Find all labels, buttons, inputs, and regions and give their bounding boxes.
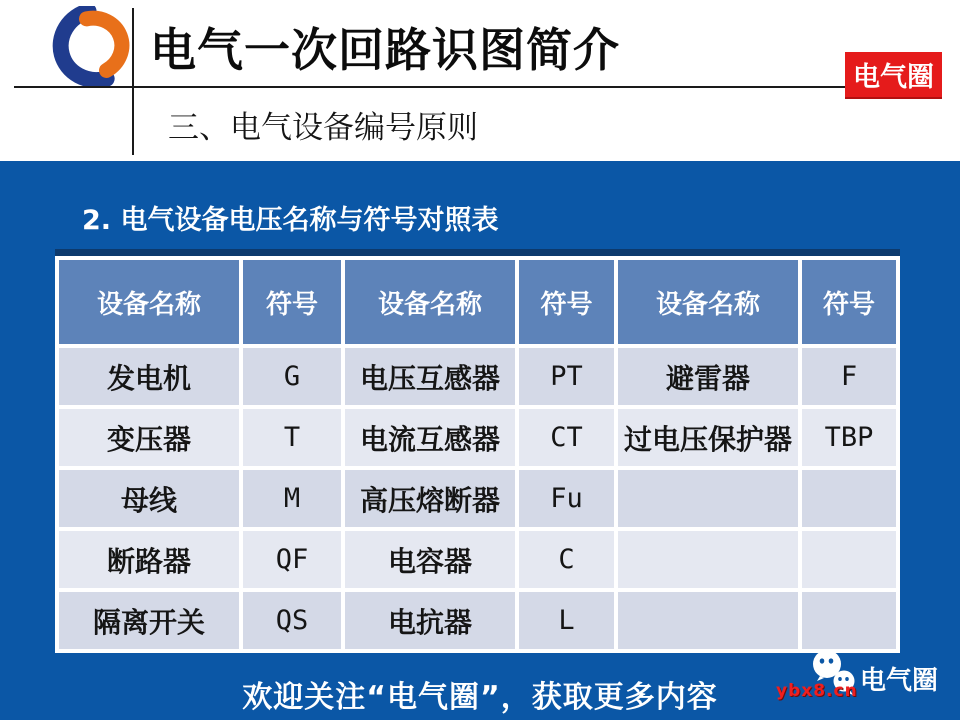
table-cell-device-name: 变压器 <box>59 409 239 466</box>
footer-message: 欢迎关注“电气圈”，获取更多内容 <box>242 680 718 715</box>
header-horizontal-divider <box>14 86 845 88</box>
table-cell-symbol: L <box>519 592 614 649</box>
table-cell-symbol: CT <box>519 409 614 466</box>
table-cell-device-name <box>618 592 798 649</box>
header-vertical-divider <box>132 8 134 155</box>
table-cell-device-name: 电流互感器 <box>345 409 515 466</box>
table-header-cell: 符号 <box>519 260 614 344</box>
table-cell-device-name <box>618 470 798 527</box>
table-cell-device-name: 电抗器 <box>345 592 515 649</box>
table-cell-device-name: 避雷器 <box>618 348 798 405</box>
table-cell-device-name <box>618 531 798 588</box>
table-cell-symbol: QF <box>243 531 341 588</box>
table-cell-device-name: 过电压保护器 <box>618 409 798 466</box>
section-heading: 三、电气设备编号原则 <box>168 110 478 146</box>
table-cell-device-name: 母线 <box>59 470 239 527</box>
table-cell-symbol <box>802 592 896 649</box>
table-cell-symbol <box>802 531 896 588</box>
wechat-account-label: 电气圈 <box>860 666 939 696</box>
table-cell-symbol: Fu <box>519 470 614 527</box>
table-cell-symbol: C <box>519 531 614 588</box>
table-caption: 2. 电气设备电压名称与符号对照表 <box>82 205 499 236</box>
table-cell-symbol: QS <box>243 592 341 649</box>
company-swirl-logo-icon <box>34 6 138 90</box>
table-cell-device-name: 隔离开关 <box>59 592 239 649</box>
slide-header <box>0 0 960 161</box>
table-header-cell: 符号 <box>802 260 896 344</box>
table-cell-symbol: TBP <box>802 409 896 466</box>
table-cell-device-name: 高压熔断器 <box>345 470 515 527</box>
table-cell-symbol: M <box>243 470 341 527</box>
table-cell-device-name: 发电机 <box>59 348 239 405</box>
page-title: 电气一次回路识图简介 <box>150 23 620 77</box>
table-cell-device-name: 断路器 <box>59 531 239 588</box>
table-cell-symbol: T <box>243 409 341 466</box>
table-top-shadow <box>55 249 900 256</box>
symbol-reference-table <box>55 256 900 653</box>
table-header-cell: 符号 <box>243 260 341 344</box>
table-cell-device-name: 电容器 <box>345 531 515 588</box>
table-cell-device-name: 电压互感器 <box>345 348 515 405</box>
table-header-cell: 设备名称 <box>345 260 515 344</box>
table-header-cell: 设备名称 <box>618 260 798 344</box>
table-cell-symbol: G <box>243 348 341 405</box>
table-cell-symbol: PT <box>519 348 614 405</box>
site-watermark: ybx8.cn <box>776 681 858 701</box>
table-cell-symbol <box>802 470 896 527</box>
table-header-cell: 设备名称 <box>59 260 239 344</box>
table-cell-symbol: F <box>802 348 896 405</box>
brand-badge: 电气圈 <box>845 52 942 97</box>
